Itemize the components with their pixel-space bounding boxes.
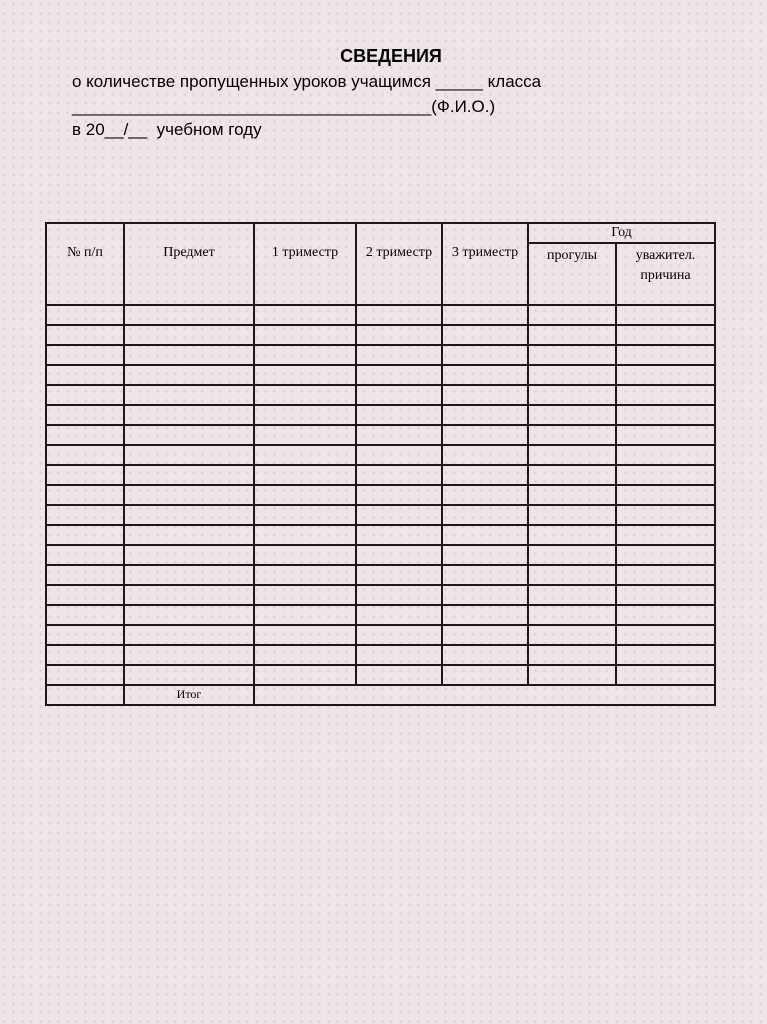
total-value-cell[interactable] <box>254 685 715 705</box>
table-cell[interactable] <box>528 605 616 625</box>
table-row <box>46 505 715 525</box>
table-cell[interactable] <box>616 605 715 625</box>
table-cell[interactable] <box>124 385 254 405</box>
table-row <box>46 465 715 485</box>
table-cell[interactable] <box>616 665 715 685</box>
table-cell[interactable] <box>356 605 442 625</box>
table-cell[interactable] <box>616 625 715 645</box>
table-cell[interactable] <box>254 625 356 645</box>
table-cell[interactable] <box>254 305 356 325</box>
table-cell[interactable] <box>616 565 715 585</box>
table-cell[interactable] <box>442 385 528 405</box>
table-cell[interactable] <box>124 485 254 505</box>
table-cell[interactable] <box>528 585 616 605</box>
header-number: № п/п <box>46 223 124 305</box>
table-cell[interactable] <box>46 585 124 605</box>
table-cell[interactable] <box>528 645 616 665</box>
table-cell[interactable] <box>254 665 356 685</box>
table-cell[interactable] <box>254 445 356 465</box>
table-cell[interactable] <box>442 625 528 645</box>
document-title: СВЕДЕНИЯ <box>340 46 442 66</box>
table-cell[interactable] <box>46 425 124 445</box>
table-cell[interactable] <box>442 425 528 445</box>
table-cell[interactable] <box>616 465 715 485</box>
table-cell[interactable] <box>356 545 442 565</box>
table-cell[interactable] <box>46 665 124 685</box>
table-cell[interactable] <box>442 505 528 525</box>
table-cell[interactable] <box>442 325 528 345</box>
table-cell[interactable] <box>254 325 356 345</box>
table-cell[interactable] <box>528 365 616 385</box>
table-cell[interactable] <box>124 425 254 445</box>
table-cell[interactable] <box>356 445 442 465</box>
table-cell[interactable] <box>254 425 356 445</box>
student-name-line: ______________________________________(Ф.И.О.) <box>72 97 496 116</box>
header-excused: уважител. причина <box>616 243 715 305</box>
table-cell[interactable] <box>616 325 715 345</box>
table-cell[interactable] <box>254 345 356 365</box>
absence-table <box>45 222 716 706</box>
table-cell[interactable] <box>254 385 356 405</box>
table-row <box>46 585 715 605</box>
header-trimester-3: 3 триместр <box>442 223 528 305</box>
table-cell[interactable] <box>356 505 442 525</box>
table-cell[interactable] <box>442 465 528 485</box>
table-cell[interactable] <box>254 365 356 385</box>
table-cell[interactable] <box>46 365 124 385</box>
table-cell[interactable] <box>46 505 124 525</box>
table-cell[interactable] <box>442 525 528 545</box>
header-truancy: прогулы <box>528 243 616 305</box>
header-subject: Предмет <box>124 223 254 305</box>
table-cell[interactable] <box>616 385 715 405</box>
table-cell[interactable] <box>528 525 616 545</box>
table-cell[interactable] <box>46 625 124 645</box>
table-row <box>46 365 715 385</box>
table-row <box>46 405 715 425</box>
table-cell[interactable] <box>46 305 124 325</box>
table-cell[interactable] <box>356 345 442 365</box>
table-row <box>46 425 715 445</box>
table-cell[interactable] <box>46 465 124 485</box>
table-cell[interactable] <box>528 565 616 585</box>
table-row <box>46 345 715 365</box>
table-row <box>46 385 715 405</box>
table-cell[interactable] <box>528 345 616 365</box>
table-cell[interactable] <box>124 665 254 685</box>
table-cell[interactable] <box>442 665 528 685</box>
table-cell[interactable] <box>528 625 616 645</box>
document-heading <box>0 0 767 200</box>
table-cell[interactable] <box>528 465 616 485</box>
table-cell[interactable] <box>356 305 442 325</box>
table-cell[interactable] <box>124 545 254 565</box>
header-trimester-1: 1 триместр <box>254 223 356 305</box>
table-cell[interactable] <box>442 445 528 465</box>
table-cell[interactable] <box>616 485 715 505</box>
table-cell[interactable] <box>356 665 442 685</box>
table-cell[interactable] <box>254 645 356 665</box>
table-cell[interactable] <box>124 365 254 385</box>
table-cell[interactable] <box>616 425 715 445</box>
table-row <box>46 665 715 685</box>
table-cell[interactable] <box>124 565 254 585</box>
table-cell[interactable] <box>124 305 254 325</box>
table-cell[interactable] <box>356 385 442 405</box>
table-body <box>46 305 715 685</box>
table-cell[interactable] <box>528 665 616 685</box>
table-cell[interactable] <box>254 605 356 625</box>
table-row <box>46 645 715 665</box>
table-cell[interactable] <box>528 425 616 445</box>
table-cell[interactable] <box>124 445 254 465</box>
table-cell[interactable] <box>124 585 254 605</box>
table-row <box>46 445 715 465</box>
table-cell[interactable] <box>124 645 254 665</box>
table-cell[interactable] <box>124 345 254 365</box>
table-cell[interactable] <box>616 365 715 385</box>
table-cell[interactable] <box>616 645 715 665</box>
table-row <box>46 305 715 325</box>
table-cell[interactable] <box>124 605 254 625</box>
table-cell[interactable] <box>356 405 442 425</box>
table-cell[interactable] <box>442 565 528 585</box>
table-cell[interactable] <box>46 385 124 405</box>
table-cell[interactable] <box>442 605 528 625</box>
table-cell[interactable] <box>528 445 616 465</box>
table-cell[interactable] <box>124 325 254 345</box>
table-cell[interactable] <box>254 405 356 425</box>
table-cell[interactable] <box>356 465 442 485</box>
table-cell[interactable] <box>124 625 254 645</box>
table-cell[interactable] <box>46 325 124 345</box>
table-cell[interactable] <box>46 405 124 425</box>
total-label: Итог <box>124 685 254 705</box>
table-cell[interactable] <box>528 385 616 405</box>
table-row <box>46 485 715 505</box>
table-cell[interactable] <box>528 485 616 505</box>
table-cell[interactable] <box>528 325 616 345</box>
table-row <box>46 325 715 345</box>
table-cell[interactable] <box>528 405 616 425</box>
table-cell[interactable] <box>356 485 442 505</box>
table-cell[interactable] <box>616 505 715 525</box>
table-cell[interactable] <box>616 545 715 565</box>
header-year: Год <box>528 223 715 243</box>
subtitle-line: о количестве пропущенных уроков учащимся _____ класса <box>72 72 542 91</box>
table-cell[interactable] <box>46 345 124 365</box>
total-number-cell[interactable] <box>46 685 124 705</box>
table-cell[interactable] <box>46 565 124 585</box>
table-row <box>46 625 715 645</box>
table-cell[interactable] <box>442 585 528 605</box>
table-cell[interactable] <box>46 485 124 505</box>
table-cell[interactable] <box>356 425 442 445</box>
table-row <box>46 565 715 585</box>
table-cell[interactable] <box>356 325 442 345</box>
table-cell[interactable] <box>356 565 442 585</box>
table-cell[interactable] <box>616 405 715 425</box>
table-cell[interactable] <box>356 625 442 645</box>
table-cell[interactable] <box>528 505 616 525</box>
table-cell[interactable] <box>442 545 528 565</box>
table-cell[interactable] <box>46 645 124 665</box>
table-cell[interactable] <box>442 305 528 325</box>
table-cell[interactable] <box>616 525 715 545</box>
table-cell[interactable] <box>254 465 356 485</box>
table-cell[interactable] <box>254 545 356 565</box>
table-cell[interactable] <box>616 305 715 325</box>
table-cell[interactable] <box>356 585 442 605</box>
table-cell[interactable] <box>46 605 124 625</box>
table-cell[interactable] <box>356 645 442 665</box>
table-row <box>46 525 715 545</box>
table-row <box>46 605 715 625</box>
table-cell[interactable] <box>124 405 254 425</box>
table-cell[interactable] <box>528 545 616 565</box>
table-cell[interactable] <box>124 505 254 525</box>
table-cell[interactable] <box>442 405 528 425</box>
table-cell[interactable] <box>46 525 124 545</box>
header-trimester-2: 2 триместр <box>356 223 442 305</box>
school-year-line: в 20__/__ учебном году <box>72 120 262 139</box>
table-cell[interactable] <box>616 445 715 465</box>
table-cell[interactable] <box>254 505 356 525</box>
table-cell[interactable] <box>124 465 254 485</box>
table-cell[interactable] <box>616 585 715 605</box>
table-cell[interactable] <box>442 645 528 665</box>
total-row <box>46 685 715 705</box>
table-row <box>46 545 715 565</box>
table-cell[interactable] <box>442 365 528 385</box>
table-cell[interactable] <box>46 445 124 465</box>
table-cell[interactable] <box>442 345 528 365</box>
table-cell[interactable] <box>356 525 442 545</box>
table-cell[interactable] <box>254 565 356 585</box>
table-cell[interactable] <box>254 525 356 545</box>
table-cell[interactable] <box>254 485 356 505</box>
table-cell[interactable] <box>46 545 124 565</box>
table-cell[interactable] <box>356 365 442 385</box>
table-cell[interactable] <box>442 485 528 505</box>
table-cell[interactable] <box>124 525 254 545</box>
table-cell[interactable] <box>616 345 715 365</box>
table-cell[interactable] <box>254 585 356 605</box>
table-cell[interactable] <box>528 305 616 325</box>
